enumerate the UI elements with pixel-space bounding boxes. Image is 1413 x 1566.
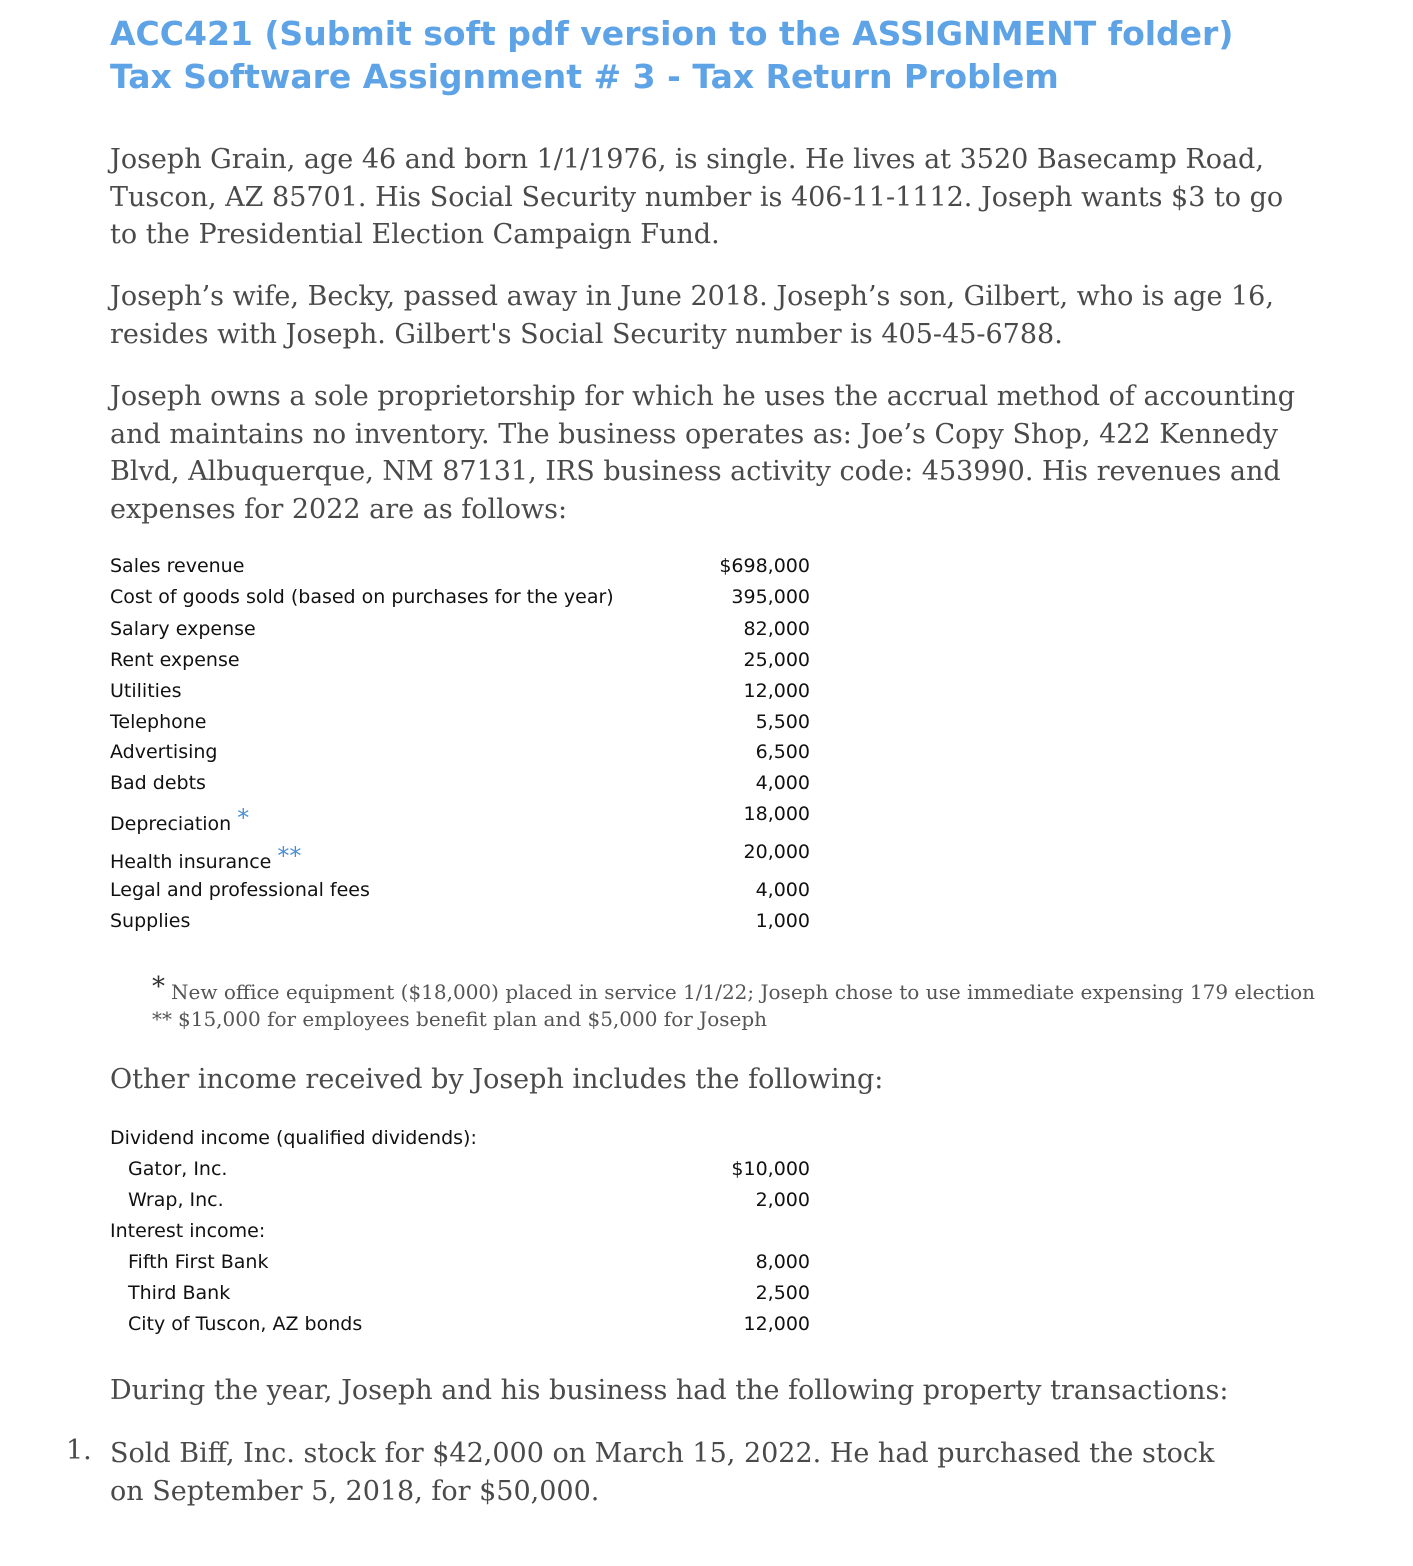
row-label: Fifth First Bank [128, 1251, 269, 1273]
footnote-1 [152, 972, 1316, 1006]
row-value: 20,000 [743, 841, 810, 863]
list-item-number: 1. [66, 1435, 92, 1466]
footnote-marker: * [237, 804, 250, 832]
table-row [110, 555, 810, 583]
row-label: Advertising [110, 741, 218, 763]
table-row [110, 841, 810, 873]
row-value: 82,000 [743, 618, 810, 640]
list-item: Sold Biff, Inc. stock for $42,000 on March 15, 2022. He had purchased the stock on September 5, 2018, for $50,000. [110, 1438, 1215, 1507]
footnote-2 [152, 1007, 767, 1031]
row-value: 25,000 [743, 649, 810, 671]
footnote-marker: ** [277, 842, 302, 870]
footnote-1-text: New office equipment ($18,000) placed in service 1/1/22; Joseph chose to use immediate expensing 179 election [171, 980, 1316, 1004]
table-row [110, 618, 810, 646]
paragraph-taxpayer-info: Joseph Grain, age 46 and born 1/1/1976, is single. He lives at 3520 Basecamp Road, Tuscon, AZ 85701. His Social Security number is 406-11-1112. Joseph wants $3 to go to the Presidential Election Campaign Fund. [110, 144, 1284, 250]
title-line-2: Tax Software Assignment # 3 - Tax Return Problem [110, 57, 1059, 96]
table-row [110, 1282, 810, 1310]
table-row [110, 741, 810, 769]
row-value: 8,000 [755, 1251, 810, 1273]
table-row [110, 1189, 810, 1217]
row-label-text: Depreciation [110, 813, 232, 835]
row-value: 395,000 [731, 586, 810, 608]
row-label: Legal and professional fees [110, 879, 370, 901]
row-value: 18,000 [743, 803, 810, 825]
row-label: Rent expense [110, 649, 240, 671]
row-label: Wrap, Inc. [128, 1189, 224, 1211]
row-label: City of Tuscon, AZ bonds [128, 1313, 363, 1335]
row-label: Telephone [110, 711, 207, 733]
row-label: Bad debts [110, 772, 206, 794]
property-transactions-heading: During the year, Joseph and his business had the following property transactions: [110, 1375, 1229, 1406]
row-label [110, 804, 250, 836]
row-label: Third Bank [128, 1282, 231, 1304]
row-value: 12,000 [743, 680, 810, 702]
footnote-1-marker: * [152, 972, 165, 1002]
row-label: Sales revenue [110, 555, 245, 577]
table-row [110, 586, 810, 614]
row-label-text: Health insurance [110, 851, 272, 873]
table-row [110, 1127, 810, 1155]
row-label: Supplies [110, 910, 191, 932]
dividend-heading: Dividend income (qualified dividends): [110, 1127, 477, 1149]
row-value: 6,500 [755, 741, 810, 763]
row-value: 2,500 [755, 1282, 810, 1304]
row-value: 1,000 [755, 910, 810, 932]
row-value: 4,000 [755, 879, 810, 901]
title-line-1: ACC421 (Submit soft pdf version to the ASSIGNMENT folder) [110, 14, 1234, 53]
interest-heading: Interest income: [110, 1220, 266, 1242]
paragraph-family-info: Joseph’s wife, Becky, passed away in June 2018. Joseph’s son, Gilbert, who is age 16, resides with Joseph. Gilbert's Social Security number is 405-45-6788. [110, 281, 1274, 350]
table-row [110, 680, 810, 708]
row-label [110, 842, 302, 874]
table-row [110, 711, 810, 739]
row-value: 2,000 [755, 1189, 810, 1211]
table-row [110, 772, 810, 800]
row-value: $10,000 [731, 1158, 810, 1180]
table-row [110, 803, 810, 835]
table-row [110, 1220, 810, 1248]
row-label: Cost of goods sold (based on purchases for the year) [110, 586, 614, 608]
other-income-heading: Other income received by Joseph includes the following: [110, 1064, 884, 1095]
row-label: Salary expense [110, 618, 256, 640]
row-label: Utilities [110, 680, 182, 702]
table-row [110, 1158, 810, 1186]
table-row [110, 879, 810, 907]
row-value: 5,500 [755, 711, 810, 733]
paragraph-business-info: Joseph owns a sole proprietorship for which he uses the accrual method of accounting and maintains no inventory. The business operates as: Joe’s Copy Shop, 422 Kennedy Blvd, Albuquerque, NM 87131, IRS business activity code: 453990. His revenues and expenses for 2022 are as follows: [110, 381, 1295, 525]
row-value: 12,000 [743, 1313, 810, 1335]
row-value: $698,000 [719, 555, 810, 577]
footnote-2-text: $15,000 for employees benefit plan and $5,000 for Joseph [178, 1007, 768, 1031]
table-row [110, 1251, 810, 1279]
table-row [110, 649, 810, 677]
footnote-2-marker: ** [152, 1007, 172, 1031]
table-row [110, 910, 810, 938]
row-value: 4,000 [755, 772, 810, 794]
row-label: Gator, Inc. [128, 1158, 228, 1180]
table-row [110, 1313, 810, 1341]
